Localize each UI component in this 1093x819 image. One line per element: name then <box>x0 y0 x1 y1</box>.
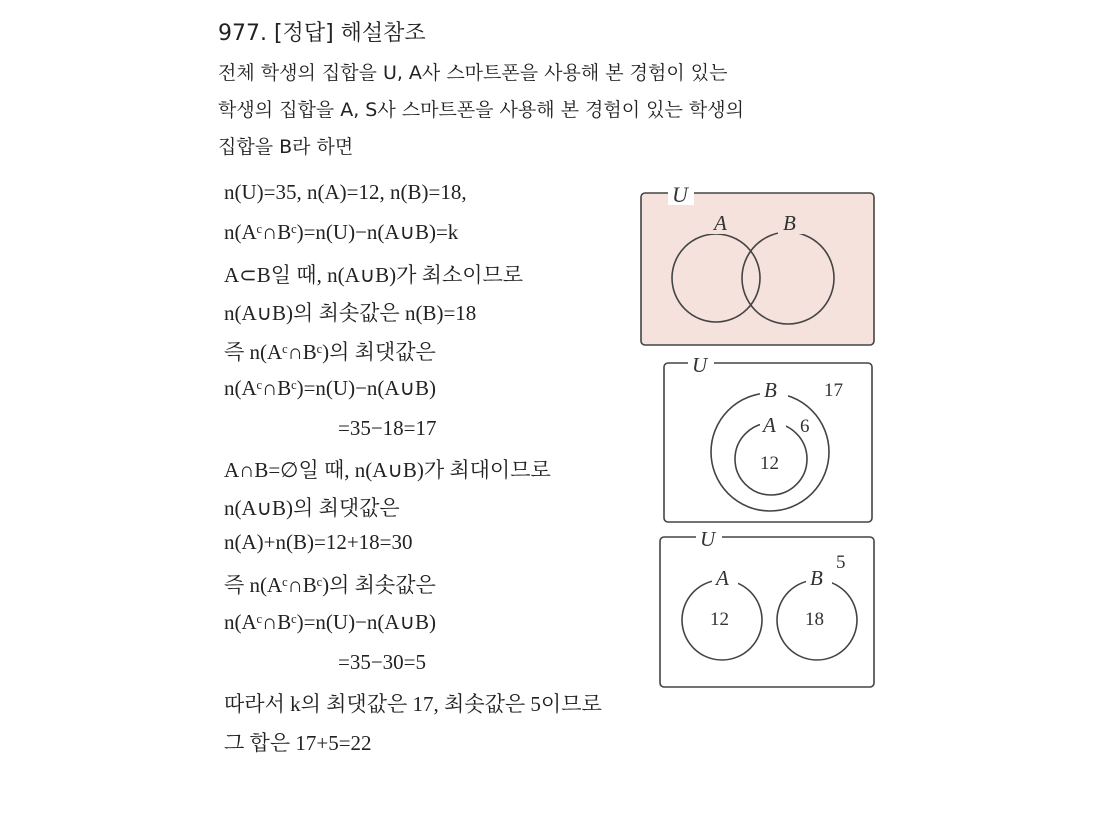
universe-label: U <box>700 527 716 551</box>
venn-diagram-disjoint <box>656 526 878 692</box>
solution-line-14: 따라서 k의 최댓값은 17, 최솟값은 5이므로 <box>224 692 602 716</box>
b-only-count: 6 <box>800 416 810 437</box>
solution-line-7: =35−18=17 <box>338 416 437 440</box>
universe-box <box>641 193 874 345</box>
universe-label: U <box>672 182 688 207</box>
solution-line-2: n(Aᶜ∩Bᶜ)=n(U)−n(A∪B)=k <box>224 220 459 244</box>
venn-diagram-subset <box>660 352 876 526</box>
set-b-label: B <box>783 211 796 235</box>
solution-line-4: n(A∪B)의 최솟값은 n(B)=18 <box>224 301 477 325</box>
intro-line-3: 집합을 B라 하면 <box>218 136 354 158</box>
solution-line-1: n(U)=35, n(A)=12, n(B)=18, <box>224 180 467 204</box>
solution-line-3: A⊂B일 때, n(A∪B)가 최소이므로 <box>224 263 524 287</box>
solution-line-10: n(A)+n(B)=12+18=30 <box>224 530 413 554</box>
set-b-label: B <box>810 566 823 590</box>
solution-line-9: n(A∪B)의 최댓값은 <box>224 496 400 520</box>
set-b-label: B <box>764 378 777 402</box>
solution-line-15: 그 합은 17+5=22 <box>224 731 372 755</box>
solution-line-6: n(Aᶜ∩Bᶜ)=n(U)−n(A∪B) <box>224 376 436 400</box>
intro-line-2: 학생의 집합을 A, S사 스마트폰을 사용해 본 경험이 있는 학생의 <box>218 99 744 121</box>
universe-label: U <box>692 353 708 377</box>
solution-line-8: A∩B=∅일 때, n(A∪B)가 최대이므로 <box>224 458 551 482</box>
set-a-label: A <box>716 566 729 590</box>
venn-diagram-overlap <box>638 182 878 350</box>
set-a-label: A <box>763 413 776 437</box>
answer-heading: 977. [정답] 해설참조 <box>218 21 426 46</box>
set-b-count: 18 <box>805 609 824 630</box>
outside-count: 5 <box>836 552 846 573</box>
set-b-circle <box>711 393 829 511</box>
set-a-label: A <box>714 211 727 235</box>
intro-line-1: 전체 학생의 집합을 U, A사 스마트폰을 사용해 본 경험이 있는 <box>218 62 728 84</box>
solution-line-12: n(Aᶜ∩Bᶜ)=n(U)−n(A∪B) <box>224 610 436 634</box>
solution-line-13: =35−30=5 <box>338 650 427 674</box>
solution-line-5: 즉 n(Aᶜ∩Bᶜ)의 최댓값은 <box>224 340 436 364</box>
set-a-count: 12 <box>710 609 729 630</box>
solution-line-11: 즉 n(Aᶜ∩Bᶜ)의 최솟값은 <box>224 573 436 597</box>
outside-count: 17 <box>824 380 843 401</box>
set-a-count: 12 <box>760 453 779 474</box>
